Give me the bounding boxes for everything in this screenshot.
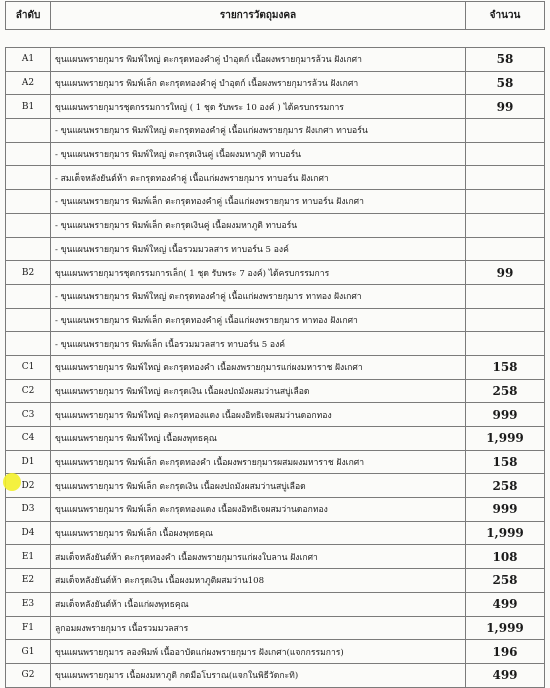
row-code [6, 308, 51, 332]
row-item: - ขุนแผนพรายกุมาร พิมพ์ใหญ่ เนื้อรวมมวลสาร ทาบอร์น 5 องค์ [51, 237, 466, 261]
row-item: สมเด็จหลังยันต์ห้า ตะกรุดทองคำ เนื้อผงพรายกุมารแก่ผงใบลาน ฝังเกศา [51, 545, 466, 569]
row-code: E2 [6, 569, 51, 593]
row-qty: 108 [466, 545, 545, 569]
row-code: D2 [6, 474, 51, 498]
row-code: C4 [6, 427, 51, 451]
row-qty [466, 166, 545, 190]
row-qty: 499 [466, 592, 545, 616]
row-qty [466, 332, 545, 356]
row-item: - ขุนแผนพรายกุมาร พิมพ์เล็ก ตะกรุดทองคำคู่ เนื้อแก่ผงพรายกุมาร ทาบอร์น ฝังเกศา [51, 190, 466, 214]
table-row [6, 474, 545, 498]
items-table [5, 47, 545, 688]
row-item: ขุนแผนพรายกุมาร พิมพ์ใหญ่ เนื้อผงพุทธคุณ [51, 427, 466, 451]
table-row [6, 355, 545, 379]
items-body [6, 48, 545, 688]
row-qty: 499 [466, 663, 545, 687]
row-code: A2 [6, 71, 51, 95]
row-code: C2 [6, 379, 51, 403]
table-row [6, 379, 545, 403]
header-order: ลำดับ [6, 2, 51, 30]
row-qty [466, 142, 545, 166]
table-row [6, 521, 545, 545]
table-row [6, 119, 545, 143]
row-qty [466, 119, 545, 143]
row-item: ขุนแผนพรายกุมาร พิมพ์ใหญ่ ตะกรุดทองคำคู่ บำอุดก์ เนื้อผงพรายกุมารล้วน ฝังเกศา [51, 48, 466, 72]
table-row [6, 166, 545, 190]
row-item: ขุนแผนพรายกุมาร พิมพ์ใหญ่ ตะกรุดเงิน เนื้อผงปถมังผสมว่านสบู่เลือด [51, 379, 466, 403]
row-code: G1 [6, 640, 51, 664]
row-qty: 258 [466, 569, 545, 593]
row-item: ขุนแผนพรายกุมารชุดกรรมการใหญ่ ( 1 ชุด รับพระ 10 องค์ ) ได้ครบกรรมการ [51, 95, 466, 119]
row-code: D3 [6, 498, 51, 522]
row-code: D1 [6, 450, 51, 474]
row-item: - ขุนแผนพรายกุมาร พิมพ์ใหญ่ ตะกรุดเงินคู่ เนื้อผงมหาภูติ ทาบอร์น [51, 142, 466, 166]
row-code [6, 190, 51, 214]
row-item: สมเด็จหลังยันต์ห้า ตะกรุดเงิน เนื้อผงมหาภูติผสมว่าน108 [51, 569, 466, 593]
table-row [6, 545, 545, 569]
row-qty: 196 [466, 640, 545, 664]
table-row [6, 237, 545, 261]
row-code [6, 213, 51, 237]
row-item: - ขุนแผนพรายกุมาร พิมพ์ใหญ่ ตะกรุดทองคำคู่ เนื้อแก่ผงพรายกุมาร ฝังเกศา ทาบอร์น [51, 119, 466, 143]
row-code: D4 [6, 521, 51, 545]
table-row [6, 450, 545, 474]
table-row [6, 427, 545, 451]
row-code [6, 332, 51, 356]
header-table [5, 1, 545, 30]
row-code [6, 119, 51, 143]
row-item: ขุนแผนพรายกุมาร เนื้อผงมหาภูติ กดมือโบราณ(แจกในพิธีวัดกะทิ) [51, 663, 466, 687]
row-qty [466, 190, 545, 214]
row-code: E3 [6, 592, 51, 616]
row-item: ขุนแผนพรายกุมารชุดกรรมการเล็ก( 1 ชุด รับพระ 7 องค์) ได้ครบกรรมการ [51, 261, 466, 285]
row-code [6, 284, 51, 308]
row-item: ขุนแผนพรายกุมาร พิมพ์เล็ก ตะกรุดทองคำ เนื้อผงพรายกุมารผสมผงมหาราช ฝังเกศา [51, 450, 466, 474]
row-qty: 99 [466, 261, 545, 285]
row-qty [466, 308, 545, 332]
row-item: ขุนแผนพรายกุมาร ลองพิมพ์ เนื้ออาบัดแก่ผงพรายกุมาร ฝังเกศา(แจกกรรมการ) [51, 640, 466, 664]
row-qty: 1,999 [466, 521, 545, 545]
row-qty: 99 [466, 95, 545, 119]
row-qty: 158 [466, 450, 545, 474]
row-item: - ขุนแผนพรายกุมาร พิมพ์เล็ก เนื้อรวมมวลสาร ทาบอร์น 5 องค์ [51, 332, 466, 356]
row-qty [466, 237, 545, 261]
row-code: B1 [6, 95, 51, 119]
table-row [6, 498, 545, 522]
row-item: ขุนแผนพรายกุมาร พิมพ์เล็ก เนื้อผงพุทธคุณ [51, 521, 466, 545]
row-code [6, 166, 51, 190]
row-qty [466, 213, 545, 237]
row-qty: 1,999 [466, 616, 545, 640]
row-item: ลูกอมผงพรายกุมาร เนื้อรวมมวลสาร [51, 616, 466, 640]
row-qty: 258 [466, 379, 545, 403]
row-item: - ขุนแผนพรายกุมาร พิมพ์เล็ก ตะกรุดเงินคู่ เนื้อผงมหาภูติ ทาบอร์น [51, 213, 466, 237]
row-qty [466, 284, 545, 308]
table-row [6, 403, 545, 427]
row-code: E1 [6, 545, 51, 569]
row-qty: 999 [466, 498, 545, 522]
table-row [6, 332, 545, 356]
table-row [6, 261, 545, 285]
table-row [6, 71, 545, 95]
table-row [6, 213, 545, 237]
row-code: F1 [6, 616, 51, 640]
row-item: ขุนแผนพรายกุมาร พิมพ์เล็ก ตะกรุดทองแดง เนื้อผงอิทธิเจผสมว่านดอกทอง [51, 498, 466, 522]
table-row [6, 640, 545, 664]
row-code [6, 237, 51, 261]
row-qty: 999 [466, 403, 545, 427]
table-row [6, 308, 545, 332]
header-row [6, 2, 545, 30]
table-row [6, 663, 545, 687]
highlight-mark [3, 473, 21, 491]
table-row [6, 592, 545, 616]
table-row [6, 569, 545, 593]
row-item: ขุนแผนพรายกุมาร พิมพ์เล็ก ตะกรุดเงิน เนื้อผงปถมังผสมว่านสบู่เลือด [51, 474, 466, 498]
row-qty: 258 [466, 474, 545, 498]
row-code: C1 [6, 355, 51, 379]
row-code: C3 [6, 403, 51, 427]
table-row [6, 284, 545, 308]
row-item: ขุนแผนพรายกุมาร พิมพ์ใหญ่ ตะกรุดทองคำ เนื้อผงพรายกุมารแก่ผงมหาราช ฝังเกศา [51, 355, 466, 379]
row-item: สมเด็จหลังยันต์ห้า เนื้อแก่ผงพุทธคุณ [51, 592, 466, 616]
row-item: - สมเด็จหลังยันต์ห้า ตะกรุดทองคำคู่ เนื้อแก่ผงพรายกุมาร ทาบอร์น ฝังเกศา [51, 166, 466, 190]
row-item: ขุนแผนพรายกุมาร พิมพ์เล็ก ตะกรุดทองคำคู่ บำอุดก์ เนื้อผงพรายกุมารล้วน ฝังเกศา [51, 71, 466, 95]
row-qty: 158 [466, 355, 545, 379]
table-row [6, 142, 545, 166]
row-item: - ขุนแผนพรายกุมาร พิมพ์เล็ก ตะกรุดทองคำคู่ เนื้อแก่ผงพรายกุมาร ทาทอง ฝังเกศา [51, 308, 466, 332]
row-item: - ขุนแผนพรายกุมาร พิมพ์ใหญ่ ตะกรุดทองคำคู่ เนื้อแก่ผงพรายกุมาร ทาทอง ฝังเกศา [51, 284, 466, 308]
table-row [6, 616, 545, 640]
row-code [6, 142, 51, 166]
table-row [6, 190, 545, 214]
row-code: B2 [6, 261, 51, 285]
row-code: G2 [6, 663, 51, 687]
row-qty: 58 [466, 48, 545, 72]
row-item: ขุนแผนพรายกุมาร พิมพ์ใหญ่ ตะกรุดทองแดง เนื้อผงอิทธิเจผสมว่านดอกทอง [51, 403, 466, 427]
row-code: A1 [6, 48, 51, 72]
row-qty: 1,999 [466, 427, 545, 451]
table-row [6, 48, 545, 72]
header-item: รายการวัตถุมงคล [51, 2, 466, 30]
row-qty: 58 [466, 71, 545, 95]
table-row [6, 95, 545, 119]
header-qty: จำนวน [466, 2, 545, 30]
